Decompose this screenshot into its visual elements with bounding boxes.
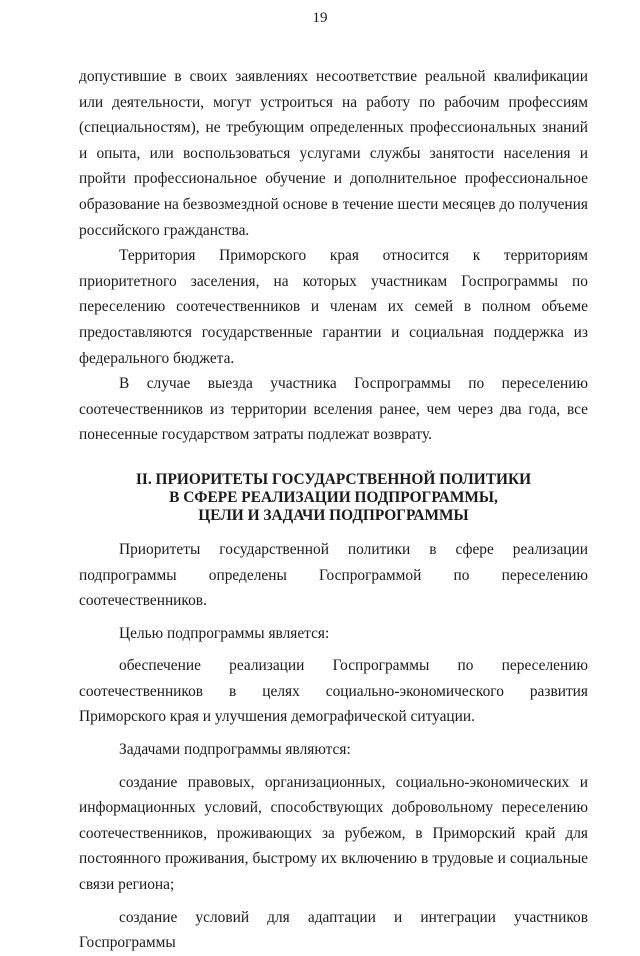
paragraph-territory: Территория Приморского края относится к территориям приоритетного заселения, на которых участникам Госпрограммы по переселению соотечественников и членам их семей в полном объеме предоставляются государственные гарантии и социальная поддержка из федерального бюджета.: [79, 247, 588, 367]
paragraph-tasks-intro: Задачами подпрограммы являются:: [119, 741, 351, 759]
paragraph-task-1: создание правовых, организационных, социально-экономических и информационных условий, способствующих добровольному переселению соотечественников, проживающих за рубежом, в Приморский край для постоянного проживания, быстрому их включению в трудовые и социальные связи региона;: [79, 773, 588, 894]
paragraph-departure: В случае выезда участника Госпрограммы по переселению соотечественников из территории вселения ранее, чем через два года, все понесенные государством затраты подлежат возврату.: [79, 375, 588, 444]
page-number: 19: [312, 10, 328, 26]
section-heading-line-3: ЦЕЛИ И ЗАДАЧИ ПОДПРОГРАММЫ: [198, 506, 469, 524]
section-heading-line-1: II. ПРИОРИТЕТЫ ГОСУДАРСТВЕННОЙ ПОЛИТИКИ: [135, 470, 532, 488]
paragraph-priorities: Приоритеты государственной политики в сфере реализации подпрограммы определены Госпрограммой по переселению соотечественников.: [79, 540, 588, 610]
paragraph-continuation: допустившие в своих заявлениях несоответствие реальной квалификации или деятельности, могут устроиться на работу по рабочим профессиям (специальностям), не требующим определенных профессиональных знаний и опыта, или воспользоваться услугами службы занятости населения и пройти профессиональное обучение и дополнительное профессиональное образование на безвозмездной основе в течение шести месяцев до получения российского гражданства.: [79, 68, 588, 239]
paragraph-task-2: создание условий для адаптации и интеграции участников Госпрограммы: [79, 908, 588, 952]
document-body: [79, 64, 588, 956]
paragraph-goal-intro: Целью подпрограммы является:: [119, 624, 330, 642]
section-heading-line-2: В СФЕРЕ РЕАЛИЗАЦИИ ПОДПРОГРАММЫ,: [169, 488, 498, 506]
section-heading: [79, 471, 588, 525]
paragraph-goal: обеспечение реализации Госпрограммы по переселению соотечественников в целях социально-экономического развития Приморского края и улучшения демографической ситуации.: [79, 657, 588, 726]
